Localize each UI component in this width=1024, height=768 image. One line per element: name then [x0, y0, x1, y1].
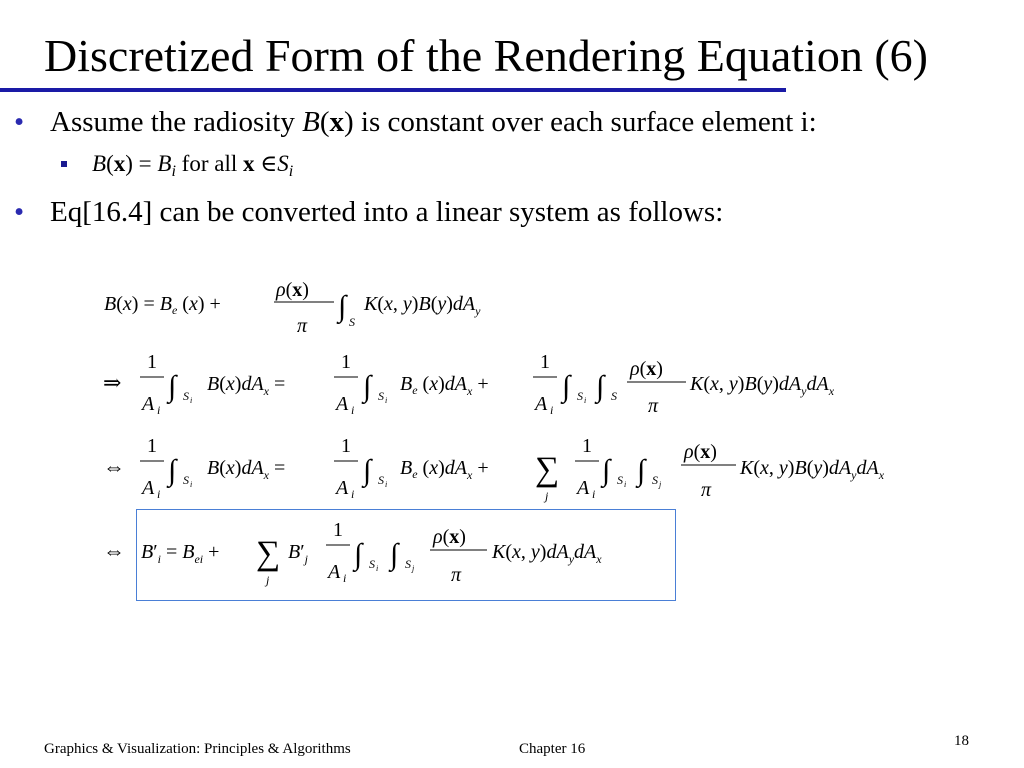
svg-text:∫: ∫	[354, 538, 363, 571]
svg-text:∫: ∫	[390, 538, 399, 571]
svg-text:A: A	[577, 477, 590, 499]
svg-text:S: S	[378, 473, 384, 487]
svg-text:B′i = Bei +: $B'_i = B_{ei}$ +	[141, 541, 220, 566]
symbol-B: B	[92, 151, 107, 176]
svg-text:∑: ∑	[256, 535, 281, 572]
equation-2	[103, 351, 835, 417]
svg-text:j: j	[659, 480, 662, 489]
svg-text:∫: ∫	[338, 290, 347, 323]
subscript-i: i	[288, 162, 294, 180]
equation-1	[104, 279, 481, 337]
svg-text:j: j	[545, 489, 549, 503]
svg-text:i: i	[592, 487, 596, 501]
page-number: 18	[954, 733, 969, 749]
forall-text: for all	[175, 151, 243, 176]
svg-text:i: i	[190, 480, 193, 489]
symbol-Bi: B	[157, 151, 172, 176]
svg-text:1: 1	[341, 351, 351, 373]
symbol-S: S	[277, 151, 289, 176]
footer-book-title: Graphics & Visualization: Principles & Algorithms	[44, 741, 351, 757]
svg-text:i: i	[157, 403, 161, 417]
symbol-x: x	[242, 151, 255, 176]
svg-text:j: j	[412, 564, 415, 573]
svg-text:i: i	[157, 487, 161, 501]
svg-text:B(x) = Be (x) +: $B(x) = B_e$ (x) +	[104, 293, 221, 317]
svg-text:∫: ∫	[168, 370, 177, 403]
svg-text:ρ(x): ρ(x)	[433, 526, 466, 548]
svg-text:A: A	[328, 561, 341, 583]
svg-text:S: S	[183, 389, 189, 403]
svg-text:j: j	[266, 573, 270, 587]
svg-text:B(x)dAx =: $B(x)dA_x$ =	[207, 457, 286, 482]
svg-text:K(x, y)B(y)dAy: K(x, $y)B(y)dA_y$	[364, 293, 481, 318]
svg-text:ρ(x): ρ(x)	[276, 279, 309, 301]
element-of: ∈	[254, 151, 278, 176]
slide-title: Discretized Form of the Rendering Equation (6)	[44, 30, 928, 81]
svg-text:S: S	[652, 473, 658, 487]
symbol-x: x	[113, 151, 126, 176]
svg-text:K(x, y)B(y)dAydAx: K(x, $y)B(y)dA_ydA_x$	[690, 373, 835, 398]
svg-text:B(x)dAx =: $B(x)dA_x$ =	[207, 373, 286, 398]
svg-text:∫: ∫	[596, 370, 605, 403]
svg-text:i: i	[190, 396, 193, 405]
svg-text:∫: ∫	[602, 454, 611, 487]
bullet-dot-icon: •	[14, 106, 25, 138]
svg-text:i: i	[376, 564, 379, 573]
svg-text:S: S	[183, 473, 189, 487]
paren: (	[319, 106, 330, 138]
svg-text:π: π	[297, 315, 308, 337]
svg-text:1: 1	[333, 519, 343, 541]
svg-text:S: S	[611, 389, 617, 403]
svg-text:i: i	[584, 396, 587, 405]
svg-text:A: A	[535, 393, 548, 415]
svg-text:∫: ∫	[363, 454, 372, 487]
svg-text:1: 1	[147, 435, 157, 457]
bullet-text: Eq[16.4] can be converted into a linear system as follows:	[50, 196, 724, 228]
svg-text:π: π	[648, 395, 659, 417]
svg-text:i: i	[624, 480, 627, 489]
svg-text:B′j: $B'_j$	[288, 541, 308, 566]
svg-text:i: i	[351, 487, 355, 501]
subscript-i: i	[171, 162, 176, 180]
svg-text:Be (x)dAx +: $B_e$ $(x)dA_x$ +	[400, 457, 489, 482]
svg-text:S: S	[405, 557, 411, 571]
svg-text:i: i	[550, 403, 554, 417]
highlight-box	[136, 509, 676, 601]
svg-text:K(x, y)dAydAx: K(x, $y)dA_ydA_x$	[492, 541, 602, 566]
svg-text:S: S	[369, 557, 375, 571]
svg-text:S: S	[617, 473, 623, 487]
equation-3	[103, 435, 885, 503]
svg-text:A: A	[336, 477, 349, 499]
svg-text:ρ(x): ρ(x)	[630, 358, 663, 380]
svg-text:1: 1	[341, 435, 351, 457]
svg-text:∫: ∫	[562, 370, 571, 403]
bullet-text: ) is constant over each surface element i:	[344, 106, 817, 138]
svg-text:S: S	[349, 315, 355, 329]
svg-text:K(x, y)B(y)dAydAx: K(x, $y)B(y)dA_ydA_x$	[740, 457, 885, 482]
svg-text:⇒: ⇒	[103, 370, 122, 395]
symbol-B: B	[302, 106, 320, 138]
svg-text:i: i	[351, 403, 355, 417]
paren: (	[106, 151, 114, 176]
svg-text:1: 1	[540, 351, 550, 373]
bullet-dot-icon: •	[14, 196, 25, 228]
svg-text:Be (x)dAx +: $B_e$ $(x)dA_x$ +	[400, 373, 489, 398]
svg-text:∑: ∑	[535, 451, 560, 488]
svg-text:⇔: ⇔	[103, 454, 125, 479]
svg-text:π: π	[451, 564, 462, 586]
svg-text:1: 1	[582, 435, 592, 457]
svg-text:∫: ∫	[363, 370, 372, 403]
equals: ) =	[125, 151, 158, 176]
svg-text:1: 1	[147, 351, 157, 373]
svg-text:A: A	[142, 393, 155, 415]
svg-text:A: A	[142, 477, 155, 499]
svg-text:S: S	[378, 389, 384, 403]
svg-text:∫: ∫	[168, 454, 177, 487]
svg-text:∫: ∫	[637, 454, 646, 487]
svg-text:π: π	[701, 479, 712, 501]
symbol-x: x	[329, 106, 344, 138]
svg-text:i: i	[343, 571, 347, 585]
svg-text:S: S	[577, 389, 583, 403]
footer-chapter: Chapter 16	[519, 741, 586, 757]
svg-text:i: i	[385, 480, 388, 489]
svg-text:⇔: ⇔	[103, 538, 125, 563]
bullet-text: Assume the radiosity	[50, 106, 303, 138]
svg-text:i: i	[385, 396, 388, 405]
svg-text:ρ(x): ρ(x)	[684, 441, 717, 463]
svg-text:A: A	[336, 393, 349, 415]
